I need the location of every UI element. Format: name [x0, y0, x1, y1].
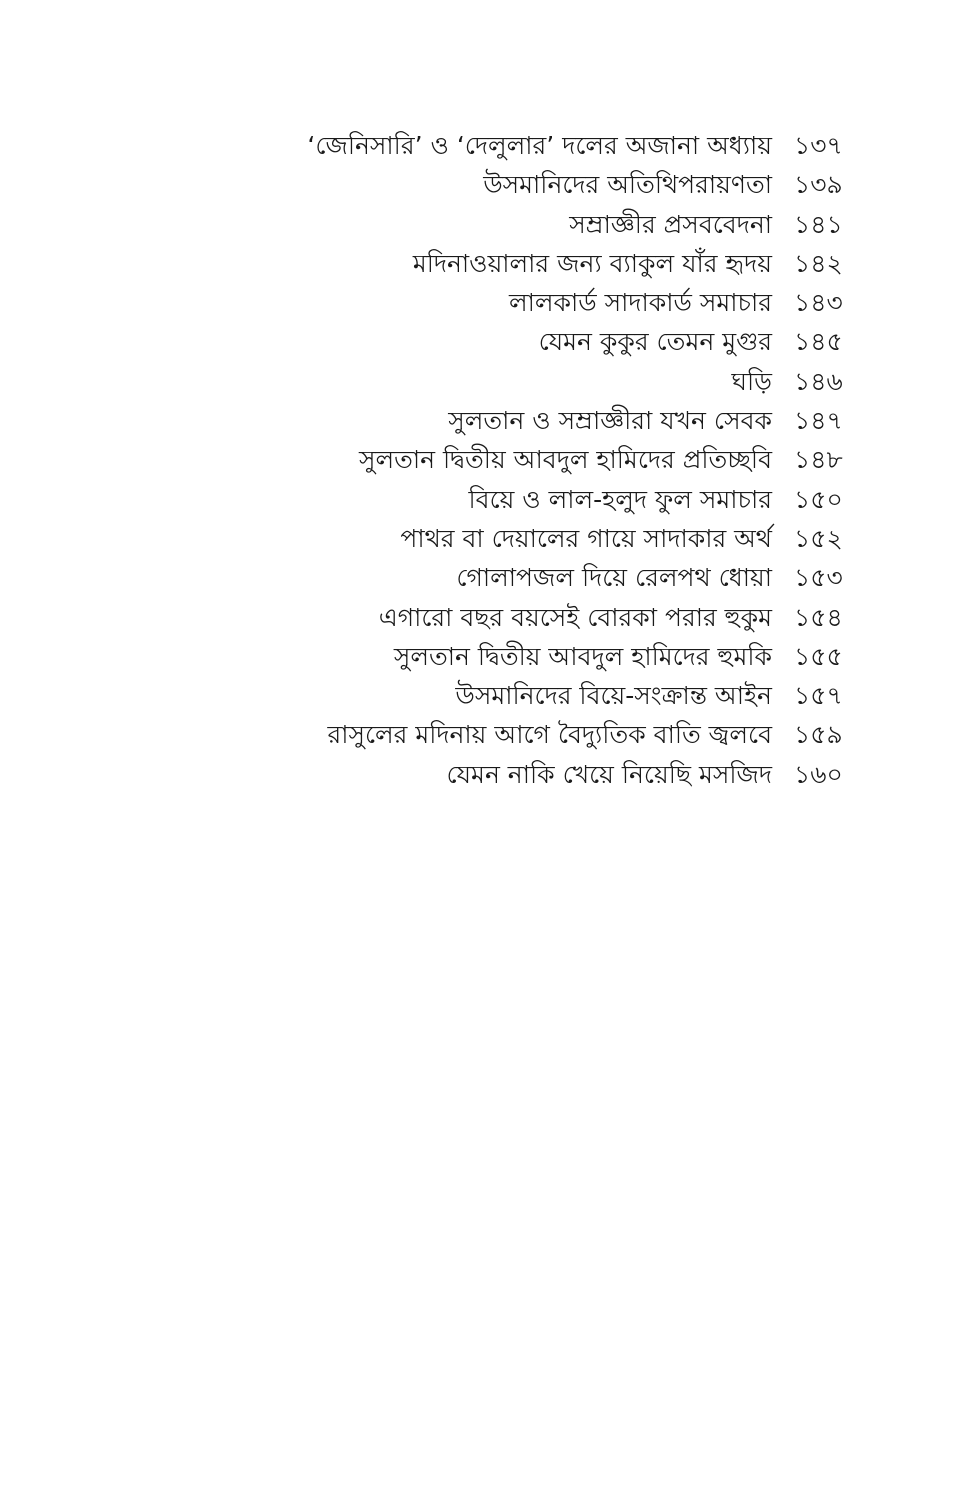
toc-entry-title: বিয়ে ও লাল-হলুদ ফুল সমাচার [468, 484, 772, 514]
toc-entry [278, 165, 843, 204]
toc-entry-title: লালকার্ড সাদাকার্ড সমাচার [509, 288, 772, 318]
toc-entry-title: উসমানিদের অতিথিপরায়ণতা [483, 170, 772, 200]
toc-entry-page: ১৫৯ [794, 720, 843, 750]
toc-entry-page: ১৫৭ [794, 681, 843, 711]
toc-entry-title: গোলাপজল দিয়ে রেলপথ ধোয়া [456, 563, 772, 593]
toc-entry [278, 755, 843, 794]
toc-entry [278, 440, 843, 479]
toc-entry [278, 519, 843, 558]
toc-entry-title: সম্রাজ্ঞীর প্রসববেদনা [569, 209, 772, 239]
toc-entry [278, 401, 843, 440]
table-of-contents [278, 126, 843, 794]
toc-entry-title: উসমানিদের বিয়ে-সংক্রান্ত আইন [455, 681, 772, 711]
toc-entry [278, 322, 843, 361]
toc-entry-title: ‘জেনিসারি’ ও ‘দেলুলার’ দলের অজানা অধ্যায় [307, 131, 772, 160]
toc-entry-page: ১৩৯ [794, 170, 843, 200]
toc-entry-page: ১৫৩ [794, 563, 843, 593]
toc-entry-page: ১৫৫ [794, 641, 843, 671]
toc-entry [278, 598, 843, 637]
toc-entry-page: ১৪৬ [794, 366, 843, 396]
toc-entry-page: ১৪৫ [794, 327, 843, 357]
toc-entry-title: যেমন নাকি খেয়ে নিয়েছি মসজিদ [446, 759, 772, 789]
toc-entry-title: পাথর বা দেয়ালের গায়ে সাদাকার অর্থ [400, 523, 772, 553]
toc-entry-page: ১৪৭ [794, 406, 843, 436]
toc-entry-page: ১৪২ [794, 248, 843, 278]
toc-entry [278, 480, 843, 519]
toc-entry-page: ১৫২ [794, 523, 843, 553]
toc-entry [278, 676, 843, 715]
toc-entry [278, 715, 843, 754]
toc-entry-page: ১৬০ [794, 759, 843, 789]
toc-entry [278, 283, 843, 322]
toc-entry-title: সুলতান দ্বিতীয় আবদুল হামিদের প্রতিচ্ছবি [359, 445, 772, 475]
toc-entry [278, 244, 843, 283]
toc-entry [278, 362, 843, 401]
toc-entry-title: যেমন কুকুর তেমন মুগুর [538, 327, 772, 357]
toc-entry-page: ১৫৪ [794, 602, 843, 632]
toc-entry-title: সুলতান ও সম্রাজ্ঞীরা যখন সেবক [448, 406, 772, 436]
toc-entry-title: রাসুলের মদিনায় আগে বৈদ্যুতিক বাতি জ্বলবে [327, 720, 772, 750]
toc-entry-page: ১৩৭ [794, 131, 843, 160]
toc-entry-title: ঘড়ি [731, 366, 772, 396]
toc-entry [278, 205, 843, 244]
toc-entry-page: ১৫০ [794, 484, 843, 514]
toc-entry [278, 558, 843, 597]
toc-entry-page: ১৪৮ [794, 445, 843, 475]
toc-entry-page: ১৪১ [794, 209, 843, 239]
toc-entry-title: সুলতান দ্বিতীয় আবদুল হামিদের হুমকি [393, 641, 772, 671]
toc-entry-title: এগারো বছর বয়সেই বোরকা পরার হুকুম [378, 602, 772, 632]
toc-entry [278, 637, 843, 676]
toc-entry-title: মদিনাওয়ালার জন্য ব্যাকুল যাঁর হৃদয় [412, 248, 772, 278]
toc-entry-page: ১৪৩ [794, 288, 843, 318]
toc-entry [278, 126, 843, 165]
